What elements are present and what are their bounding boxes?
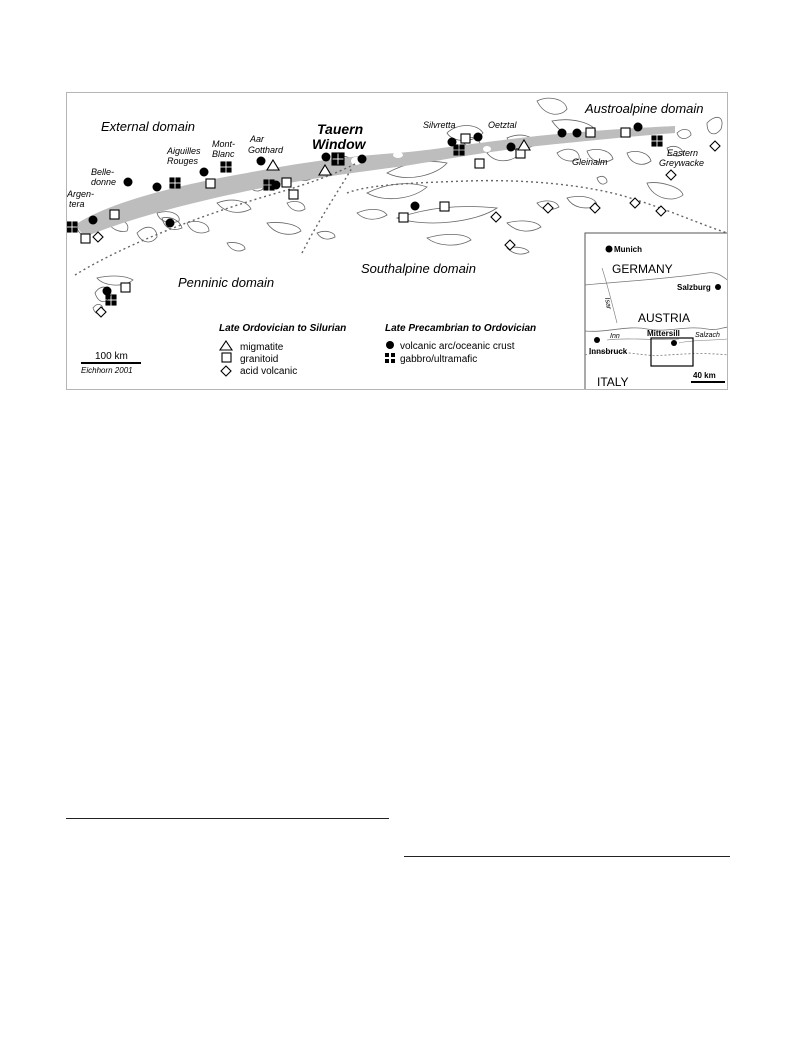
granitoid-square-icon (110, 210, 119, 219)
volcanic-arc-circle-icon (103, 287, 112, 296)
place-label: Aar (250, 134, 265, 144)
legend (219, 323, 536, 377)
place-label: Silvretta (423, 120, 456, 130)
place-label: Greywacke (659, 158, 705, 168)
external-domain-label: External domain (101, 119, 195, 134)
acid-volcanic-diamond-icon (666, 170, 676, 180)
gabbro-quad-icon (385, 353, 395, 363)
acid-volcanic-diamond-icon (505, 240, 515, 250)
inset-scale-label: 40 km (693, 371, 716, 380)
crystalline-belt (75, 126, 675, 237)
granitoid-square-icon (282, 178, 291, 187)
divider-line-right (404, 856, 730, 857)
place-label: Eastern (667, 148, 699, 158)
acid-volcanic-diamond-icon (93, 232, 103, 242)
place-label: tera (69, 199, 85, 209)
belt-gap (483, 146, 491, 152)
place-label: Argen- (67, 189, 95, 199)
granitoid-square-icon (121, 283, 130, 292)
granitoid-square-icon (206, 179, 215, 188)
granitoid-square-icon (399, 213, 408, 222)
acid-volcanic-diamond-icon (96, 307, 106, 317)
place-label: Rouges (167, 156, 199, 166)
place-label: Aiguilles (167, 146, 201, 156)
granitoid-square-icon (586, 128, 595, 137)
tauern-window-label-line2: Window (312, 136, 366, 152)
inset-label-munich: Munich (614, 245, 642, 254)
volcanic-arc-circle-icon (153, 183, 162, 192)
volcanic-arc-circle-icon (634, 123, 643, 132)
alps-geology-map (66, 92, 728, 390)
inset-label-italy: ITALY (597, 375, 629, 389)
volcanic-arc-circle-icon (358, 155, 367, 164)
austroalpine-domain-label: Austroalpine domain (585, 101, 704, 116)
inset-label-salzach: Salzach (695, 332, 720, 339)
acid-volcanic-diamond-icon (656, 206, 666, 216)
legend-migmatite: migmatite (240, 342, 284, 353)
granitoid-square-icon (222, 353, 231, 362)
granitoid-square-icon (475, 159, 484, 168)
legend-acid-volcanic: acid volcanic (240, 366, 298, 377)
divider-line-left (66, 818, 389, 819)
gabbro-quad-icon (652, 136, 662, 146)
granitoid-square-icon (461, 134, 470, 143)
legend-group2-title: Late Precambrian to Ordovician (385, 323, 537, 334)
inset-label-innsbruck: Innsbruck (589, 347, 628, 356)
place-label: Gotthard (248, 145, 284, 155)
granitoid-square-icon (81, 234, 90, 243)
volcanic-arc-circle-icon (322, 153, 331, 162)
volcanic-arc-circle-icon (558, 129, 567, 138)
scale-label: 100 km (95, 351, 128, 362)
migmatite-triangle-icon (267, 160, 279, 170)
scale-bar (81, 351, 141, 375)
volcanic-arc-circle-icon (411, 202, 420, 211)
inset-label-austria: AUSTRIA (638, 311, 691, 325)
volcanic-arc-circle-icon (386, 341, 394, 349)
map-canvas (67, 93, 728, 390)
place-label: donne (91, 177, 117, 187)
gabbro-quad-icon (221, 162, 231, 172)
volcanic-arc-circle-icon (200, 168, 209, 177)
legend-gabbro: gabbro/ultramafic (400, 354, 478, 365)
volcanic-arc-circle-icon (89, 216, 98, 225)
volcanic-arc-circle-icon (166, 219, 175, 228)
acid-volcanic-diamond-icon (630, 198, 640, 208)
map-credit: Eichhorn 2001 (81, 366, 133, 375)
inset-label-mittersill: Mittersill (647, 329, 680, 338)
granitoid-square-icon (440, 202, 449, 211)
legend-granitoid: granitoid (240, 354, 279, 365)
granitoid-square-icon (289, 190, 298, 199)
volcanic-arc-circle-icon (507, 143, 516, 152)
place-label: Oetztal (488, 120, 517, 130)
acid-volcanic-diamond-icon (491, 212, 501, 222)
volcanic-arc-circle-icon (257, 157, 266, 166)
acid-volcanic-diamond-icon (543, 203, 553, 213)
legend-volcanic-arc: volcanic arc/oceanic crust (400, 341, 515, 352)
place-label: Gleinalm (572, 157, 608, 167)
place-label: Mont- (212, 139, 236, 149)
gabbro-quad-icon (67, 222, 77, 232)
granitoid-square-icon (621, 128, 630, 137)
southalpine-domain-label: Southalpine domain (361, 261, 476, 276)
place-label: Blanc (212, 149, 235, 159)
volcanic-arc-circle-icon (124, 178, 133, 187)
acid-volcanic-diamond-icon (590, 203, 600, 213)
penninic-domain-label: Penninic domain (178, 275, 275, 290)
belt-gap (393, 152, 403, 158)
legend-group1-title: Late Ordovician to Silurian (219, 323, 347, 334)
acid-volcanic-diamond-icon (221, 366, 231, 376)
gabbro-quad-icon (170, 178, 180, 188)
inset-label-germany: GERMANY (612, 262, 673, 276)
tauern-window-label-line1: Tauern (317, 121, 364, 137)
migmatite-triangle-icon (220, 341, 232, 350)
volcanic-arc-circle-icon (573, 129, 582, 138)
place-label: Belle- (91, 167, 115, 177)
inset-label-inn: Inn (610, 333, 620, 340)
inset-label-isar: Isar (603, 297, 612, 310)
acid-volcanic-diamond-icon (710, 141, 720, 151)
volcanic-arc-circle-icon (474, 133, 483, 142)
inset-label-salzburg: Salzburg (677, 283, 711, 292)
